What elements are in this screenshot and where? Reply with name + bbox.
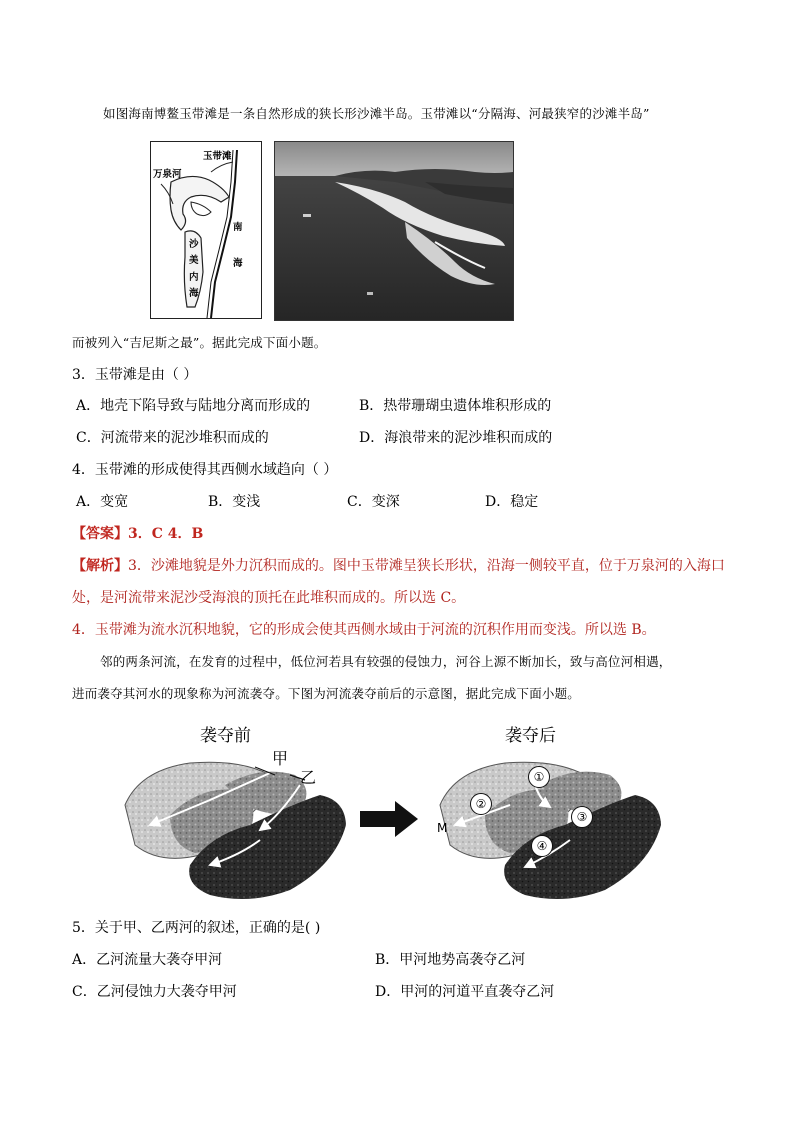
yudaitan-map <box>150 141 262 319</box>
question-4-option-d: D．稳定 <box>485 494 539 510</box>
map-label-mei: 美 <box>189 255 199 266</box>
map-label-nei: 内 <box>189 272 199 283</box>
marker-3: ③ <box>571 806 593 828</box>
question-3-stem: 3．玉带滩是由（ ） <box>72 367 198 383</box>
question-5-option-c: C．乙河侵蚀力大袭夺甲河 <box>72 984 237 1000</box>
question-5-stem: 5．关于甲、乙两河的叙述，正确的是( ) <box>72 920 321 936</box>
transition-arrow-icon <box>360 801 418 837</box>
analysis-tag: 【解析】 <box>72 558 128 574</box>
intro-text-2a: 邻的两条河流，在发育的过程中，低位河若具有较强的侵蚀力，河谷上源不断加长，致与高位河相遇， <box>100 654 672 669</box>
question-4-option-a: A．变宽 <box>76 494 129 510</box>
question-4-option-c: C．变深 <box>347 494 400 510</box>
analysis-line-1 <box>72 555 725 575</box>
label-m: M <box>437 821 448 835</box>
river-capture-diagram <box>110 745 670 910</box>
question-3-option-d: D．海浪带来的泥沙堆积而成的 <box>359 430 553 446</box>
intro-text-2b: 进而袭夺其河水的现象称为河流袭夺。下图为河流袭夺前后的示意图，据此完成下面小题。 <box>72 686 581 701</box>
question-5-option-b: B．甲河地势高袭夺乙河 <box>375 952 526 968</box>
figure-title-after: 袭夺后 <box>505 726 556 746</box>
question-3-option-c: C．河流带来的泥沙堆积而成的 <box>76 430 269 446</box>
after-terrain <box>440 762 661 899</box>
map-label-nan: 南 <box>233 222 243 233</box>
map-label-sha: 沙 <box>189 239 199 250</box>
label-yi: 乙 <box>300 768 317 787</box>
map-label-wanquanhe: 万泉河 <box>153 169 182 180</box>
intro-text-1: 如图海南博鳌玉带滩是一条自然形成的狭长形沙滩半岛。玉带滩以“分隔海、河最狭窄的沙滩半岛” <box>103 106 650 121</box>
marker-1: ① <box>528 766 550 788</box>
analysis-3-part-a: 3．沙滩地貌是外力沉积而成的。图中玉带滩呈狭长形状，沿海一侧较平直，位于万泉河的入海口 <box>128 558 725 574</box>
intro-text-1-cont: 而被列入“吉尼斯之最”。据此完成下面小题。 <box>72 335 327 350</box>
map-label-yudaitan: 玉带滩 <box>203 151 232 162</box>
marker-4: ④ <box>531 835 553 857</box>
map-label-hai2: 海 <box>189 288 199 299</box>
question-4-option-b: B．变浅 <box>208 494 261 510</box>
question-5-option-a: A．乙河流量大袭夺甲河 <box>72 952 223 968</box>
marker-2: ② <box>470 793 492 815</box>
analysis-3-part-b: 处，是河流带来泥沙受海浪的顶托在此堆积而成的。所以选 C。 <box>72 590 466 606</box>
label-jia: 甲 <box>272 749 289 768</box>
question-3-option-a: A．地壳下陷导致与陆地分离而形成的 <box>76 398 311 414</box>
map-label-hai: 海 <box>233 258 243 269</box>
answer-line: 【答案】3．C 4．B <box>72 526 204 542</box>
yudaitan-aerial-photo <box>274 141 514 321</box>
question-3-option-b: B．热带珊瑚虫遗体堆积形成的 <box>359 398 552 414</box>
figure-title-before: 袭夺前 <box>200 726 251 746</box>
analysis-4: 4．玉带滩为流水沉积地貌，它的形成会使其西侧水域由于河流的沉积作用而变浅。所以选 B。 <box>72 622 656 638</box>
question-4-stem: 4．玉带滩的形成使得其西侧水域趋向（ ） <box>72 462 338 478</box>
question-5-option-d: D．甲河的河道平直袭夺乙河 <box>375 984 555 1000</box>
